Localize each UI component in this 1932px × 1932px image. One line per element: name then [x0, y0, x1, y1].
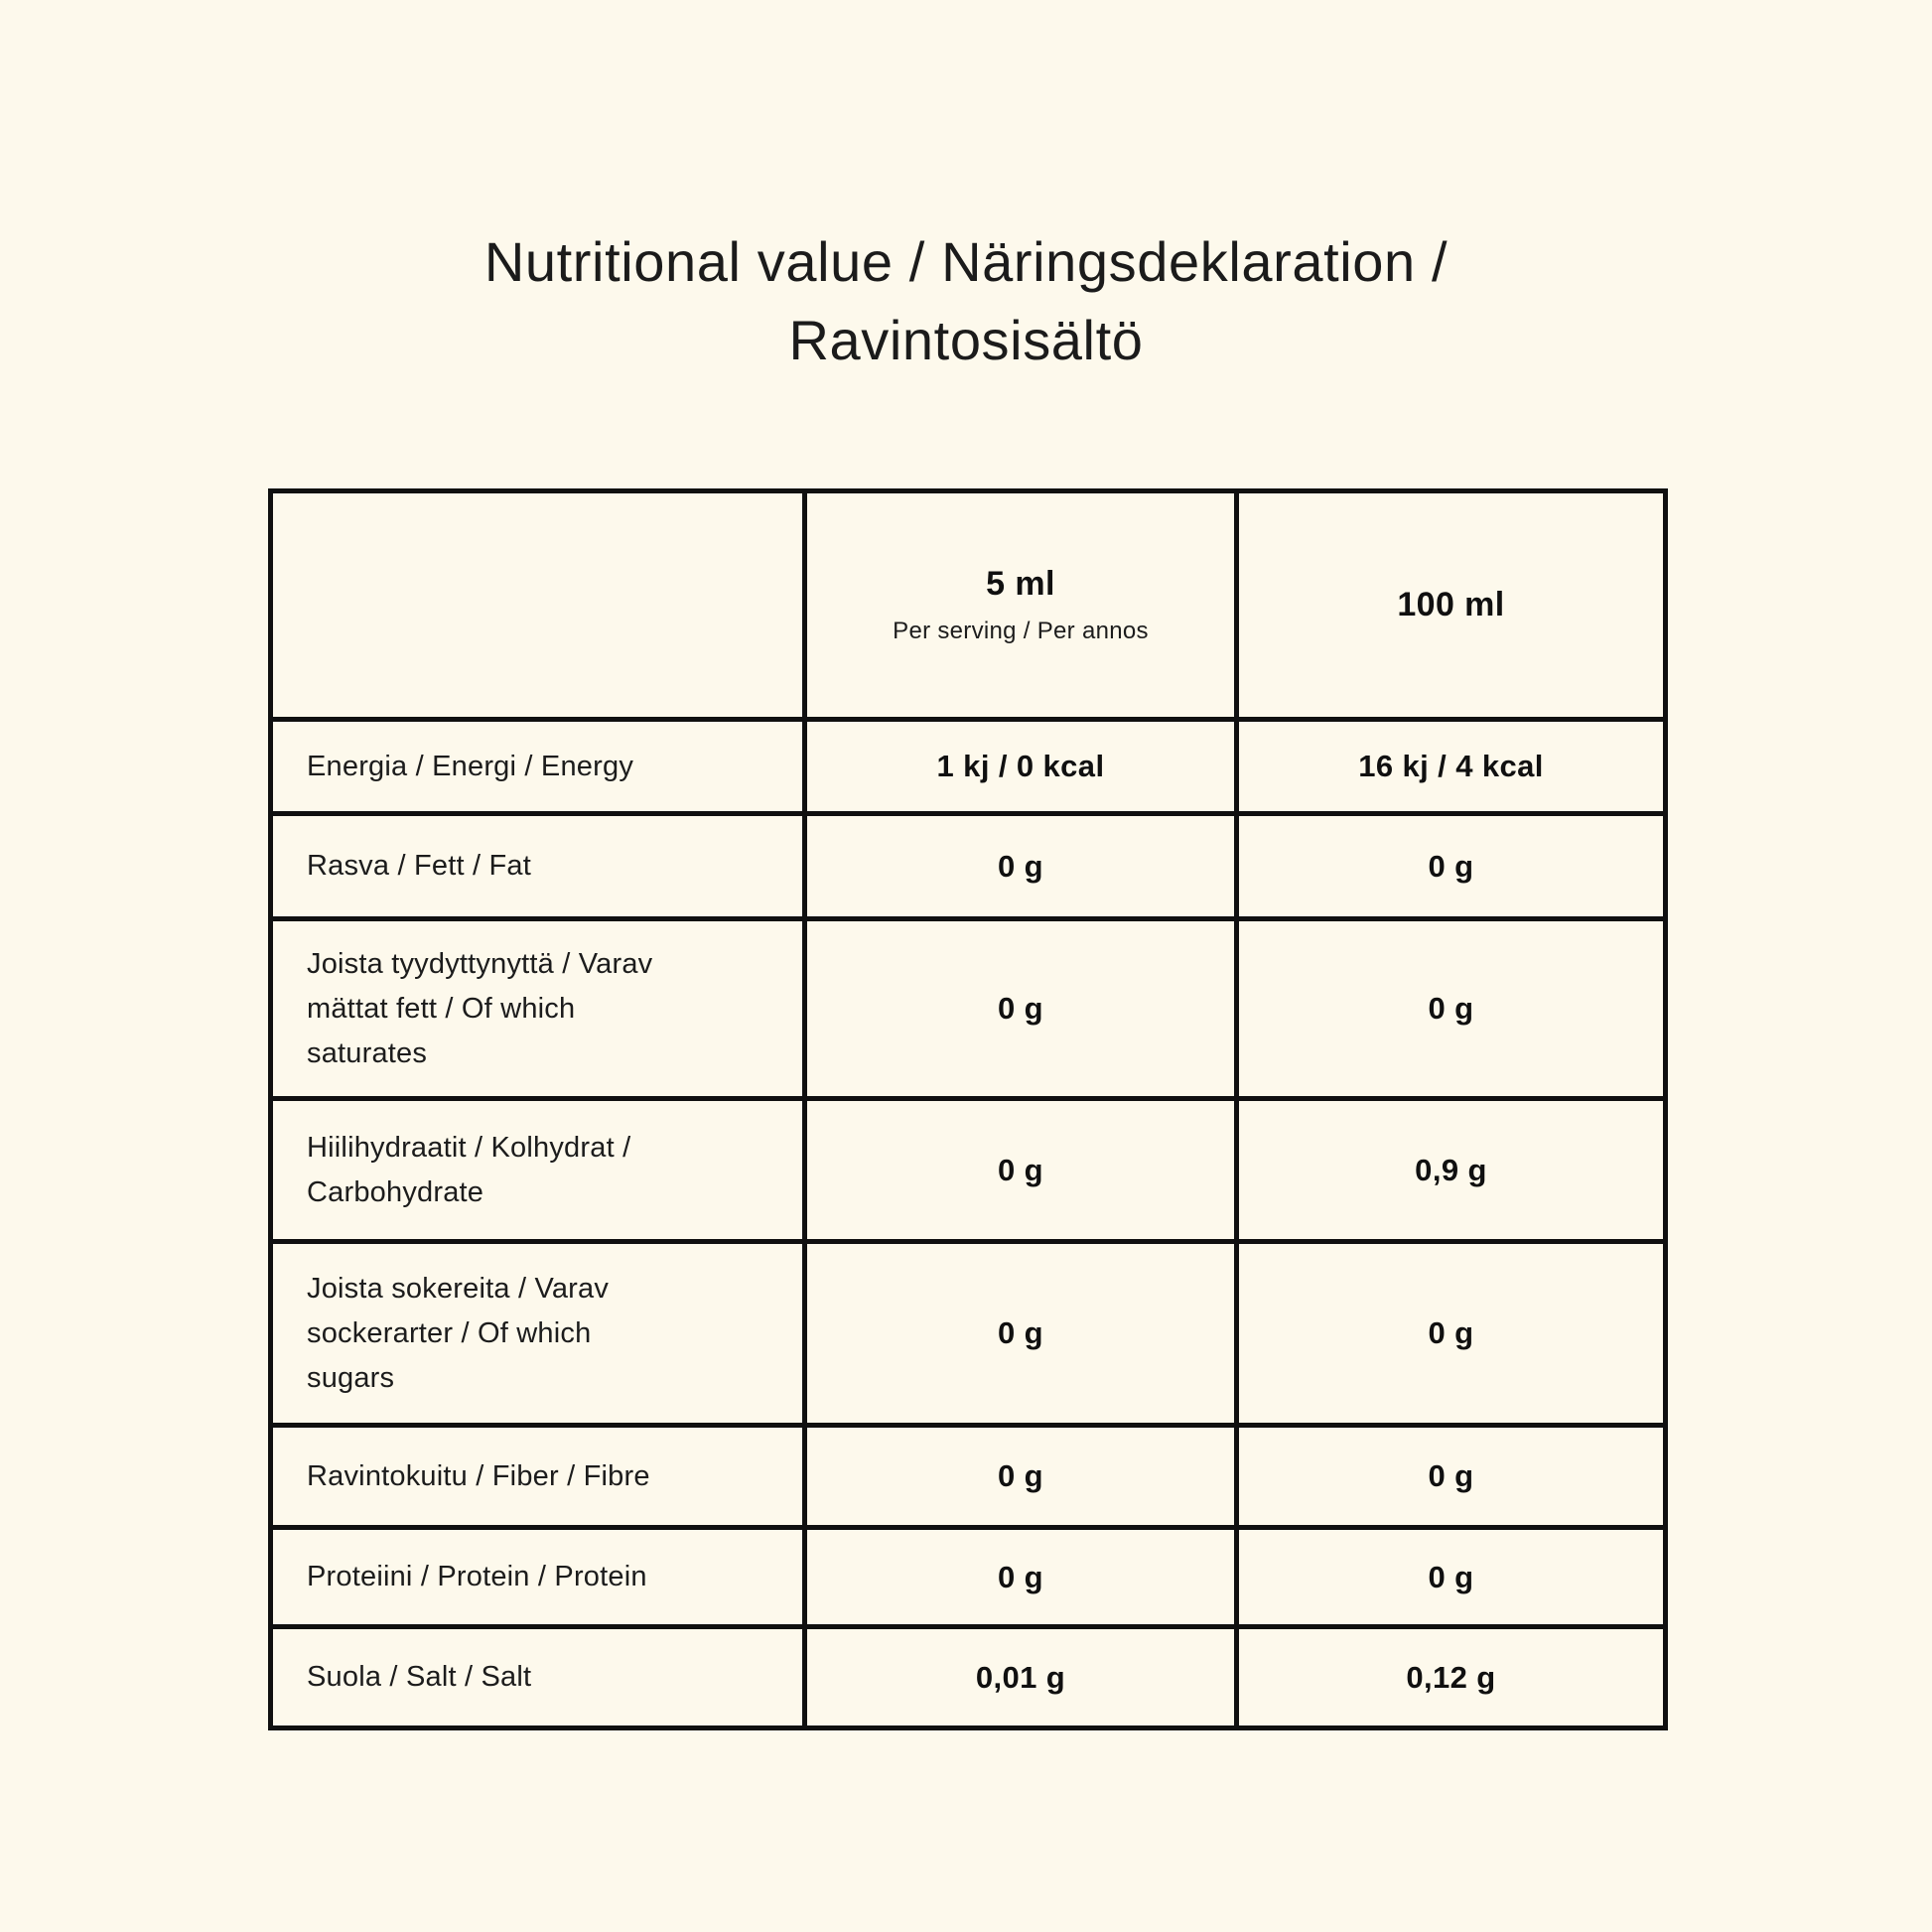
row-label: Ravintokuitu / Fiber / Fibre	[271, 1426, 805, 1528]
table-row-salt	[271, 1627, 1666, 1728]
row-value-per-serving: 0 g	[805, 1528, 1237, 1627]
row-label: Rasva / Fett / Fat	[271, 814, 805, 919]
serving-size-label: 5 ml	[986, 565, 1055, 603]
row-value-per-serving: 0 g	[805, 1426, 1237, 1528]
row-value-per-100ml: 0,9 g	[1237, 1099, 1666, 1242]
page-title-line2: Ravintosisältö	[788, 309, 1144, 371]
row-value-per-serving: 0,01 g	[805, 1627, 1237, 1728]
table-row-protein	[271, 1528, 1666, 1627]
header-per-serving-cell	[805, 491, 1237, 720]
row-label: Proteiini / Protein / Protein	[271, 1528, 805, 1627]
row-value-per-100ml: 0 g	[1237, 814, 1666, 919]
row-value-per-100ml: 0 g	[1237, 919, 1666, 1099]
row-value-per-serving: 0 g	[805, 814, 1237, 919]
row-value-per-100ml: 0,12 g	[1237, 1627, 1666, 1728]
table-row-saturates	[271, 919, 1666, 1099]
header-empty-cell	[271, 491, 805, 720]
serving-note-label: Per serving / Per annos	[893, 618, 1149, 644]
table-row-sugars	[271, 1242, 1666, 1426]
row-value-per-100ml: 0 g	[1237, 1528, 1666, 1627]
table-row-fat	[271, 814, 1666, 919]
row-value-per-serving: 0 g	[805, 1242, 1237, 1426]
row-value-per-serving: 0 g	[805, 919, 1237, 1099]
row-label: Joista sokereita / Varav sockerarter / Of which sugars	[271, 1242, 805, 1426]
row-value-per-100ml: 0 g	[1237, 1242, 1666, 1426]
row-value-per-serving: 0 g	[805, 1099, 1237, 1242]
table-row-carbohydrate	[271, 1099, 1666, 1242]
table-row-energy	[271, 720, 1666, 814]
table-row-fiber	[271, 1426, 1666, 1528]
row-label: Suola / Salt / Salt	[271, 1627, 805, 1728]
row-label: Energia / Energi / Energy	[271, 720, 805, 814]
row-value-per-serving: 1 kj / 0 kcal	[805, 720, 1237, 814]
page-title-line1: Nutritional value / Näringsdeklaration /	[483, 230, 1449, 293]
row-value-per-100ml: 0 g	[1237, 1426, 1666, 1528]
row-label: Joista tyydyttynyttä / Varav mättat fett / Of which saturates	[271, 919, 805, 1099]
nutrition-table	[268, 488, 1668, 1730]
page-title	[0, 222, 1932, 379]
header-per-100ml-cell	[1237, 491, 1666, 720]
table-header-row	[271, 491, 1666, 720]
reference-size-label: 100 ml	[1397, 586, 1505, 623]
row-label: Hiilihydraatit / Kolhydrat / Carbohydrate	[271, 1099, 805, 1242]
row-value-per-100ml: 16 kj / 4 kcal	[1237, 720, 1666, 814]
